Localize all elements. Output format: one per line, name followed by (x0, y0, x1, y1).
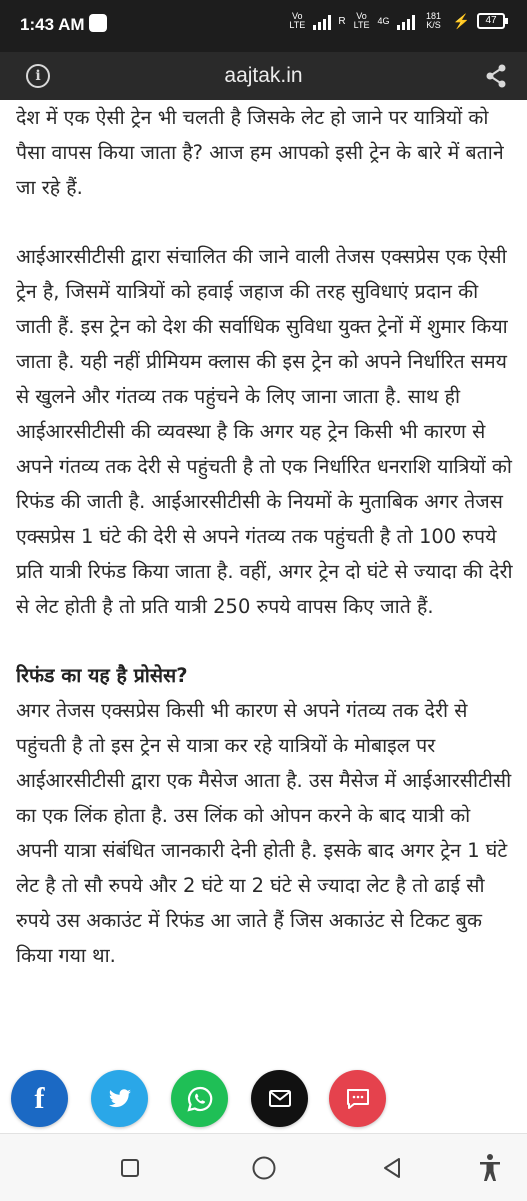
navigation-bar (0, 1133, 527, 1201)
whatsapp-share-button[interactable] (171, 1070, 228, 1127)
share-icon[interactable] (485, 64, 507, 88)
sms-share-button[interactable] (329, 1070, 386, 1127)
back-icon (382, 1157, 402, 1179)
network-speed: 181 K/S (426, 11, 442, 30)
email-share-button[interactable] (251, 1070, 308, 1127)
info-icon[interactable]: i (26, 64, 50, 88)
twitter-bird-icon (108, 1088, 132, 1110)
battery-icon: 47 (477, 13, 505, 29)
recent-apps-button[interactable] (90, 1134, 170, 1201)
article-body (16, 100, 516, 1080)
message-notification-icon (89, 14, 107, 32)
facebook-share-button[interactable] (11, 1070, 68, 1127)
volte-label-2: Vo LTE (353, 11, 370, 30)
whatsapp-icon (186, 1085, 214, 1113)
network-4g-label: 4G (377, 15, 390, 26)
status-indicators (288, 12, 505, 30)
volte-label-1: Vo LTE (289, 11, 306, 30)
roaming-label: R (338, 15, 346, 27)
home-button[interactable] (224, 1134, 304, 1201)
section-heading: रिफंड का यह है प्रोसेस? (16, 664, 188, 687)
browser-top-bar (0, 52, 527, 100)
accessibility-button[interactable] (460, 1134, 520, 1201)
article-paragraph: अगर तेजस एक्सप्रेस किसी भी कारण से अपने गंतव्य तक देरी से पहुंचती है तो इस ट्रेन से यात्रा कर रहे यात्रियों के मोबाइल पर आईआरसीटीसी द्वारा एक मैसेज आता है. उस मैसेज में आईआरसीटीसी का एक लिंक होता है. उस लिंक को ओपन करने के बाद यात्री को अपनी यात्रा संबंधित जानकारी देनी होती है. इसके बाद अगर ट्रेन 1 घंटे लेट है तो सौ रुपये और 2 घंटे या 2 घंटे से ज्यादा लेट है तो ढाई सौ रुपये उस अकाउंट में रिफंड आ जाते हैं जिस अकाउंट से टिकट बुक किया गया था. (16, 699, 512, 967)
charging-icon: ⚡ (452, 12, 470, 29)
status-time: 1:43 AM (20, 15, 85, 34)
accessibility-icon (478, 1153, 502, 1183)
signal-icon-2 (397, 12, 415, 30)
share-button-row (0, 1070, 527, 1130)
signal-icon-1 (313, 12, 331, 30)
chat-bubble-icon (346, 1088, 370, 1110)
article-paragraph: आईआरसीटीसी द्वारा संचालित की जाने वाली तेजस एक्सप्रेस एक ऐसी ट्रेन है, जिसमें यात्रियों को हवाई जहाज की तरह सुविधाएं प्रदान की जाती हैं. इस ट्रेन को देश की सर्वाधिक सुविधा युक्त ट्रेनों में शुमार किया जाता है. यही नहीं प्रीमियम क्लास की इस ट्रेन को अपने निर्धारित समय से खुलने और गंतव्य तक पहुंचने के लिए जाना जाता है. साथ ही आईआरसीटीसी की व्यवस्था है कि अगर यह ट्रेन किसी भी कारण से अपने गंतव्य तक देरी से पहुंचती है तो एक निर्धारित धनराशि यात्रियों को रिफंड की जाती है. आईआरसीटीसी के नियमों के मुताबिक अगर तेजस एक्सप्रेस 1 घंटे की देरी से अपने गंतव्य तक पहुंचती है तो 100 रुपये प्रति यात्री रिफंड किया जाता है. वहीं, अगर ट्रेन दो घंटे से ज्यादा की देरी से लेट होती है तो प्रति यात्री 250 रुपये वापस किए जाते हैं. (16, 245, 513, 618)
status-bar (0, 0, 527, 52)
recent-apps-icon (120, 1158, 140, 1178)
home-icon (251, 1155, 277, 1181)
site-title: aajtak.in (224, 64, 303, 87)
back-button[interactable] (352, 1134, 432, 1201)
envelope-icon (269, 1090, 291, 1107)
article-paragraph: देश में एक ऐसी ट्रेन भी चलती है जिसके लेट हो जाने पर यात्रियों को पैसा वापस किया जाता है? आज हम आपको इसी ट्रेन के बारे में बताने जा रहे हैं. (16, 106, 504, 199)
facebook-icon: f (34, 1081, 45, 1115)
twitter-share-button[interactable] (91, 1070, 148, 1127)
